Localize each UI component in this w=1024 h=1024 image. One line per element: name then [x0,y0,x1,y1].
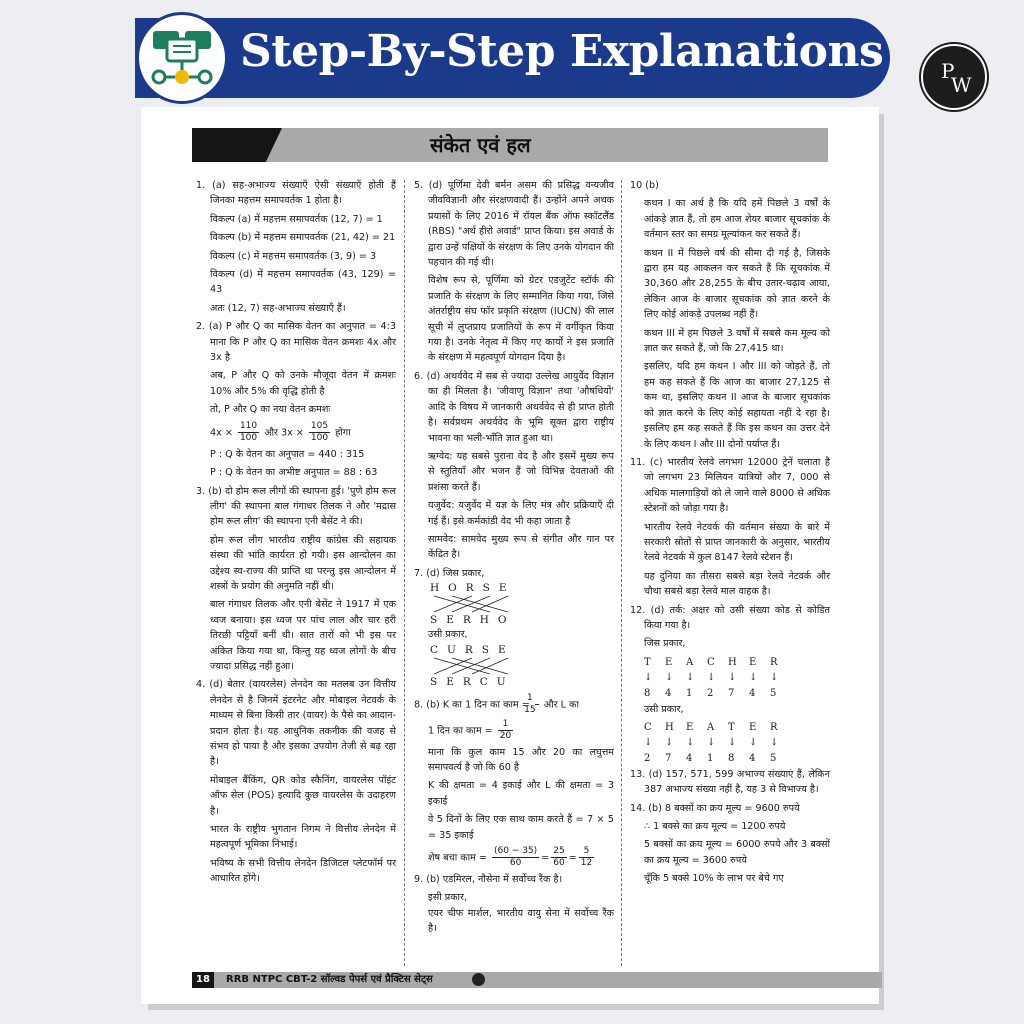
word-curse: CURSE [430,643,515,656]
answer-line: 5 बक्सों का क्रय मूल्य = 6000 रुपये और 3 बक्सों का क्रय मूल्य = 3600 रुपये [644,839,830,866]
down-arrow-icon: ↓ [644,737,653,749]
code-letter: A [686,656,694,668]
numerator: 105 [310,420,329,431]
numerator: 1 [535,693,539,705]
answer-line: कथन I का अर्थ है कि यदि हमें पिछले 3 वर्षों के आंकड़े ज्ञात हैं, तो हम आज शेयर बाजार सूचकांक के वर्तमान स्तर का समग्र मूल्यांकन कर सकते हैं। [644,198,830,241]
svg-text:W: W [951,73,972,97]
answer-line: भविष्य के सभी वित्तीय लेनदेन डिजिटल प्लेटफॉर्म पर आधारित होंगे। [210,857,396,885]
answer-line: ऋग्वेद: यह सबसे पुराना वेद है और इसमें मुख्य रूप से स्तुतियाँ और भजन हैं जो विभिन्न देवताओं की प्रशंसा करते हैं। [428,450,614,493]
code-letter: H [665,722,674,733]
code-letter: H [728,656,737,668]
answer-line: P : Q के वेतन का अभीष्ट अनुपात = 88 : 63 [210,467,378,479]
denominator: 20 [499,730,512,741]
cheater-code-grid [630,720,830,767]
down-arrow-icon: ↓ [749,737,758,749]
letter-swap-arrows-icon [430,595,510,613]
pw-logo-icon [921,44,987,110]
numerator: 1 [498,719,513,731]
answer-13: 13. (d) 157, 571, 599 अभाज्य संख्याएं हैं, लेकिन 387 अभाज्य संख्या नहीं है, यह 3 से विभाज्य है। [630,768,830,796]
answer-line: यजुर्वेद: यजुर्वेद में यज्ञ के लिए मंत्र और प्रक्रियाएँ दी गई हैं। इसे कर्मकांडी वेद भी कहा जाता है [428,500,614,527]
answer-2: 2. (a) P और Q का मासिक वेतन का अनुपात = 4:3 माना कि P और Q का मासिक वेतन क्रमशः 4x और 3x है [196,321,396,364]
numerator: 25 [553,846,565,856]
down-arrow-icon: ↓ [749,672,758,684]
chat-network-logo-icon [136,12,228,104]
pw-small-logo-icon [472,973,485,986]
answer-line: इसी प्रकार, [428,892,468,904]
salary-formula [196,421,396,444]
answer-line: विकल्प (c) में महत्तम समापवर्तक (3, 9) = 3 [210,250,377,262]
down-arrow-row [644,735,830,751]
fraction [492,846,539,869]
down-arrow-icon: ↓ [728,737,737,749]
code-letter: E [665,656,673,668]
answer-8 [414,693,614,716]
down-arrow-icon: ↓ [665,737,674,749]
code-number: 7 [728,688,735,700]
down-arrow-icon: ↓ [644,672,653,684]
answer-line: विकल्प (d) में महत्तम समापवर्तक (43, 129) = 43 [210,269,396,296]
formula-text: 4x × [210,427,233,439]
column-2 [414,178,614,940]
answer-11: 11. (c) भारतीय रेलवे लगभग 12000 ट्रेनें चलाता है जो लगभग 23 मिलियन यात्रियों और 7, 000 से अधिक मालगाड़ियों को ले जाने वाले 8000 से अधिक स्टेशनों को जोड़ा गया है। [630,456,830,515]
code-letter: C [707,656,715,668]
fraction [524,692,539,716]
code-number: 2 [644,753,651,765]
formula-text: 8. (b) K का 1 दिन का काम = [414,699,530,711]
fraction [498,719,513,742]
down-arrow-icon: ↓ [686,672,695,684]
code-number: 1 [686,688,693,700]
denominator: 60 [509,858,522,868]
answer-line: उसी प्रकार, [644,703,684,715]
code-number: 4 [749,688,756,700]
answer-line: कथन III में हम पिछले 3 वर्षों में सबसे कम मूल्य को ज्ञात कर सकते हैं, जो कि 27,415 था। [644,327,830,355]
code-letter: E [686,722,694,733]
teacher-code-grid [630,655,830,702]
denominator: 15 [524,704,536,715]
code-letter: A [707,722,715,733]
down-arrow-icon: ↓ [686,737,695,749]
section-title: संकेत एवं हल [430,133,531,157]
fraction [309,421,330,444]
answer-4: 4. (d) बेतार (वायरलेस) लेनदेन का मतलब उन वित्तीय लेनदेन से है जिनमें इंटरनेट और मोबाइल नेटवर्क के माध्यम से बिना किसी तार (वायर) के पैसे का आदान-प्रदान होता है। यह आधुनिक तकनीक की वजह से संभव हो पाया है और इसका उपयोग तेजी से बढ़ रहा है। [196,679,396,768]
down-arrow-icon: ↓ [707,672,716,684]
svg-text:P: P [941,59,955,83]
answer-9: 9. (b) एडमिरल, नौसेना में सर्वोच्च रैंक है। [414,874,563,885]
fraction [551,846,566,869]
down-arrow-icon: ↓ [770,737,779,749]
answer-1: 1. (a) सह-अभाज्य संख्याएँ ऐसी संख्याएँ होती हैं जिनका महत्तम समापवर्तक 1 होता है। [196,180,396,207]
code-letter: E [749,656,757,668]
column-1 [196,178,396,890]
answer-line: इसलिए, यदि हम कथन I और III को जोड़ते हैं, तो हम कह सकते हैं कि आज का बाजार 27,125 से कम था, इसलिए कथन II आज के बाजार सूचकांक को ज्ञात करने के लिए कोई सहायता नहीं दे रहा है। इसलिए हम कह सकते हैं कि इस कथन का उत्तर देने के लिए कथन I और III दोनों पर्याप्त हैं। [644,361,830,450]
page-number: 18 [192,972,214,988]
answer-line: चूँकि 5 बक्से 10% के लाभ पर बेचे गए [644,873,784,885]
answer-line: K की क्षमता = 4 इकाई और L की क्षमता = 3 इकाई [428,780,614,807]
code-number: 5 [770,753,777,765]
code-letter: T [644,656,651,668]
banner-title: Step-By-Step Explanations [240,26,884,77]
answer-10: 10 (b) [630,180,659,191]
answer-line: विकल्प (b) में महत्तम समापवर्तक (21, 42) = 21 [210,232,396,244]
column-divider [621,180,622,966]
code-number: 8 [644,688,651,700]
formula-text: और L का [543,699,579,711]
down-arrow-icon: ↓ [707,737,716,749]
code-letter: C [644,722,652,733]
answer-line: P : Q के वेतन का अनुपात = 440 : 315 [210,448,365,460]
denominator: 100 [239,432,258,443]
answer-line: विशेष रूप से, पूर्णिमा को ग्रेटर एडजुटेंट स्टॉर्क की प्रजाति के संरक्षण के लिए सम्मानित किया गया, जिसे अंतर्राष्ट्रीय संघ फॉर प्रकृति संरक्षण (IUCN) की लाल सूची में लुप्तप्राय प्रजातियों के रूप में वर्गीकृत किया गया है। उनके नेतृत्व में किए गए कार्यों ने इस प्रजाति के संरक्षण में महत्वपूर्ण योगदान दिया है। [428,275,614,364]
down-arrow-icon: ↓ [770,672,779,684]
numerator: 5 [579,846,594,858]
answer-6: 6. (d) अथर्ववेद में सब से ज्यादा उल्लेख आयुर्वेद विज्ञान का ही मिलता है। 'जीवाणु विज्ञान' तथा 'औषधियों' आदि के विषय में जानकारी अथर्ववेद से ही प्राप्त होती है। सर्वप्रथम अथर्ववेद के भूमि सूक्त द्वारा राष्ट्रीय भावना का भली-भाँति ज्ञात हुआ था। [414,370,614,444]
code-number: 8 [728,753,735,765]
word-serho: SERHO [430,614,516,627]
code-number: 4 [686,753,693,765]
denominator: 12 [580,858,593,868]
down-arrow-row [644,670,830,686]
word-sercu: SERCU [430,675,515,688]
fraction [238,421,259,444]
answer-line: तो, P और Q का नया वेतन क्रमशः [210,404,331,416]
code-letter: R [770,656,778,668]
answer-line: कथन II में पिछले वर्ष की सीमा दी गई है, जिसके द्वारा हम यह आकलन कर सकते हैं कि सूचकांक में 30,360 और 28,255 के बीच उतार-चढ़ाव आया, लेकिन आज के बाजार सूचकांक को ज्ञात करने के लिए कोई आंकड़े उपलब्ध नहीं हैं। [644,247,830,321]
code-letter: T [728,722,735,733]
answer-line: बाल गंगाधर तिलक और एनी बेसेंट ने 1917 में एक ध्वज बनाया। इस ध्वज पर पांच लाल और चार हरी तिरछी पट्टियाँ बनीं थी। सात तारों को भी इस पर अंकित किया गया था, किन्तु यह ध्वज लोगों के बीच ज्यादा प्रसिद्ध नहीं हुआ। [210,599,396,672]
code-number: 2 [707,688,714,700]
answer-line: यह दुनिया का तीसरा सबसे बड़ा रेलवे नेटवर्क और चौथा सबसे बड़ा रेलवे माल वाहक है। [644,570,830,598]
answer-line: ∴ 1 बक्से का क्रय मूल्य = 1200 रुपये [644,821,786,833]
answer-line: जिस प्रकार, [644,638,686,650]
answer-line: अतः (12, 7) सह-अभाज्य संख्याएँ हैं। [210,302,346,314]
word-horse: HORSE [430,582,516,595]
formula-text: होगा [335,427,351,439]
formula-text: शेष बचा काम = [428,852,487,864]
numerator: (60 − 35) [493,846,538,856]
answer-line: अब, P और Q को उनके मौजूदा वेतन में क्रमशः 10% और 5% की वृद्धि होती है [210,370,396,397]
formula-text: और 3x × [264,427,304,439]
column-divider [404,180,405,966]
down-arrow-icon: ↓ [665,672,674,684]
answer-line: भारतीय रेलवे नेटवर्क की वर्तमान संख्या के बारे में सरकारी स्रोतों से प्राप्त जानकारी के अनुसार, भारतीय रेलवे नेटवर्क में कुल 8147 रेलवे स्टेशन हैं। [644,521,830,564]
answer-14: 14. (b) 8 बक्सों का क्रय मूल्य = 9600 रुपये [630,802,800,814]
answer-line: माना कि कुल काम 15 और 20 का लघुत्तम समापवर्त्य है जो कि 60 है [428,746,614,773]
code-number: 4 [749,753,756,765]
code-letter: E [749,722,757,733]
answer-7: 7. (d) जिस प्रकार, [414,567,485,579]
column-3 [630,178,830,890]
denominator: 60 [553,858,565,868]
answer-line: भारत के राष्ट्रीय भुगतान निगम ने वित्तीय लेनदेन में महत्वपूर्ण भूमिका निभाई। [210,824,396,851]
answer-line: उसी प्रकार, [428,629,468,641]
fraction [579,846,594,869]
answer-line: होम रूल लीग भारतीय राष्ट्रीय कांग्रेस की सहायक संस्था की भांति कार्यरत हो गयी। इस आन्दोलन का उद्देश्य स्व-राज्य की प्राप्ति था परन्तु इस आन्दोलन में शस्त्रों के प्रयोग की अनुमति नहीं थी। [210,534,396,592]
letter-swap-arrows-icon [430,657,510,675]
formula-text: 1 दिन का काम = [428,725,493,737]
code-letter: R [770,722,778,733]
answer-line: सामवेद: सामवेद मुख्य रूप से संगीत और गान पर केंद्रित है। [428,533,614,561]
code-number: 7 [665,753,672,765]
answer-3: 3. (b) दो होम रूल लीगों की स्थापना हुई। 'पुणे होम रूल लीग' की स्थापना बाल गंगाधर तिलक ने और 'मद्रास होम रूल लीग' की स्थापना एनी बेसेंट ने की। [196,485,396,528]
answer-line: मोबाइल बैंकिंग, QR कोड स्कैनिंग, वायरलेस पॉइंट ऑफ सेल (POS) इत्यादि कुछ वायरलेस के उदाहरण है। [210,774,396,817]
answer-12: 12. (d) तर्क: अक्षर को उसी संख्या कोड से कोडित किया गया है। [630,604,830,631]
code-number: 1 [707,753,714,765]
code-number: 5 [770,688,777,700]
numerator: 110 [239,420,258,431]
answer-line: एयर चीफ मार्शल, भारतीय वायु सेना में सर्वोच्च रैंक है। [428,907,614,935]
answer-line [414,719,614,742]
down-arrow-icon: ↓ [728,672,737,684]
remaining-work-formula: शेष बचा काम = $\frac{(60 - 35)}{60}$ = $\frac{25}{60}$ = $\frac{5}{12}$ [428,846,593,868]
answer-line: वे 5 दिनों के लिए एक साथ काम करते हैं = 7 × 5 = 35 इकाई [428,814,614,841]
code-number: 4 [665,688,672,700]
footer-title: RRB NTPC CBT-2 सॉल्वड पेपर्स एवं प्रैक्टिस सेट्स [226,974,433,985]
denominator: 100 [310,432,329,443]
answer-5: 5. (d) पूर्णिमा देवी बर्मन असम की प्रसिद्ध वन्यजीव जीवविज्ञानी और संरक्षणवादी हैं। उन्होंने अपने अथक प्रयासों के लिए 2016 में रॉयल बैंक ऑफ स्कॉटलैंड (RBS) "अर्थ हीरो अवार्ड" प्राप्त किया। इस अवार्ड के द्वारा उन्हें पक्षियों के संरक्षण के लिए उनके योगदान की पहचान की गई थी। [414,180,614,269]
answer-line: विकल्प (a) में महत्तम समापवर्तक (12, 7) = 1 [210,213,383,225]
